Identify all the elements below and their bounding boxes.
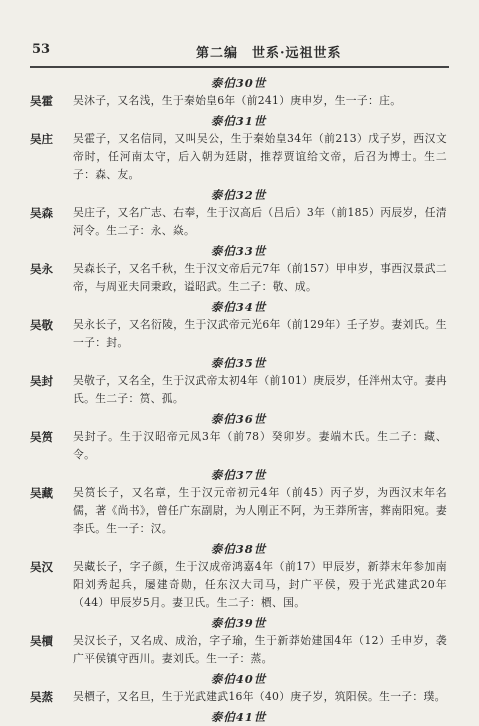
person-name: 吴汉 [30, 560, 53, 574]
generation-heading: 泰伯35世 [210, 356, 267, 370]
person-name: 吴檟 [30, 634, 53, 648]
generation-heading: 泰伯34世 [210, 300, 267, 314]
genealogy-entry [30, 558, 447, 612]
generation-heading: 泰伯39世 [210, 616, 267, 630]
person-name: 吴敬 [30, 318, 53, 332]
generation-heading: 泰伯31世 [210, 114, 267, 128]
person-name: 吴庄 [30, 132, 53, 146]
genealogy-entry [30, 484, 447, 538]
genealogy-content [30, 75, 447, 726]
person-description: 吴霍子，又名信同，又叫吴公，生于秦始皇34年（前213）戊子岁，西汉文帝时，任河南太守，后入朝为廷尉，推荐贾谊给文帝，后召为博士。生二子：森、友。 [73, 132, 447, 181]
genealogy-entry [30, 688, 447, 706]
genealogy-entry [30, 372, 447, 408]
genealogy-entry [30, 260, 447, 296]
generation-heading: 泰伯41世 [210, 710, 267, 724]
generation-heading: 泰伯36世 [210, 412, 267, 426]
genealogy-entry [30, 130, 447, 184]
generation-heading: 泰伯37世 [210, 468, 267, 482]
person-description: 吴永长子，又名衍陵，生于汉武帝元光6年（前129年）壬子岁。妻刘氏。生一子：封。 [73, 318, 447, 349]
generation-heading: 泰伯40世 [210, 672, 267, 686]
person-name: 吴霍 [30, 94, 53, 108]
page-number: 53 [32, 42, 51, 57]
genealogy-entry [30, 316, 447, 352]
genealogy-entry [30, 92, 447, 110]
person-name: 吴筼 [30, 430, 53, 444]
person-description: 吴敬子，又名全，生于汉武帝太初4年（前101）庚辰岁，任泮州太守。妻冉氏。生二子：筼、孤。 [73, 374, 447, 405]
generation-heading: 泰伯33世 [210, 244, 267, 258]
genealogy-entry [30, 204, 447, 240]
person-description: 吴藏长子，字子颜，生于汉成帝鸿嘉4年（前17）甲辰岁，新莽末年参加南阳刘秀起兵，屡建奇勋，任东汉大司马，封广平侯，殁于光武建武20年（44）甲辰岁5月。妻卫氏。生二子：檟、国。 [73, 560, 447, 609]
person-description: 吴筼长子，又名章，生于汉元帝初元4年（前45）丙子岁，为西汉末年名儒，著《尚书》，曾任广东副尉，为人刚正不阿，为王莽所害，葬南阳宛。妻李氏。生一子：汉。 [73, 486, 447, 535]
person-description: 吴檟子，又名旦，生于光武建武16年（40）庚子岁，筑阳侯。生一子：璞。 [73, 690, 446, 703]
genealogy-entry [30, 632, 447, 668]
person-description: 吴森长子，又名千秋，生于汉文帝后元7年（前157）甲申岁，事西汉景武二帝，与周亚夫同秉政，谥昭武。生二子：敬、成。 [73, 262, 447, 293]
person-description: 吴汉长子，又名成、成治，字子瑜，生于新莽始建国4年（12）壬申岁，袭广平侯镇守西川。妻刘氏。生一子：蒸。 [73, 634, 447, 665]
person-name: 吴藏 [30, 486, 53, 500]
person-description: 吴沐子，又名浅，生于秦始皇6年（前241）庚申岁，生一子：庄。 [73, 94, 402, 107]
person-name: 吴蒸 [30, 690, 53, 704]
person-description: 吴封子。生于汉昭帝元凤3年（前78）癸卯岁。妻端木氏。生二子：藏、令。 [73, 430, 447, 461]
person-name: 吴封 [30, 374, 53, 388]
genealogy-entry [30, 428, 447, 464]
generation-heading: 泰伯32世 [210, 188, 267, 202]
person-name: 吴森 [30, 206, 53, 220]
running-header: 第二编 世系·远祖世系 [196, 46, 342, 61]
person-description: 吴庄子，又名广志、右奉，生于汉高后（吕后）3年（前185）丙辰岁，任清河令。生二子：永、焱。 [73, 206, 447, 237]
person-name: 吴永 [30, 262, 53, 276]
generation-heading: 泰伯30世 [210, 76, 267, 90]
header-rule [30, 66, 449, 68]
generation-heading: 泰伯38世 [210, 542, 267, 556]
